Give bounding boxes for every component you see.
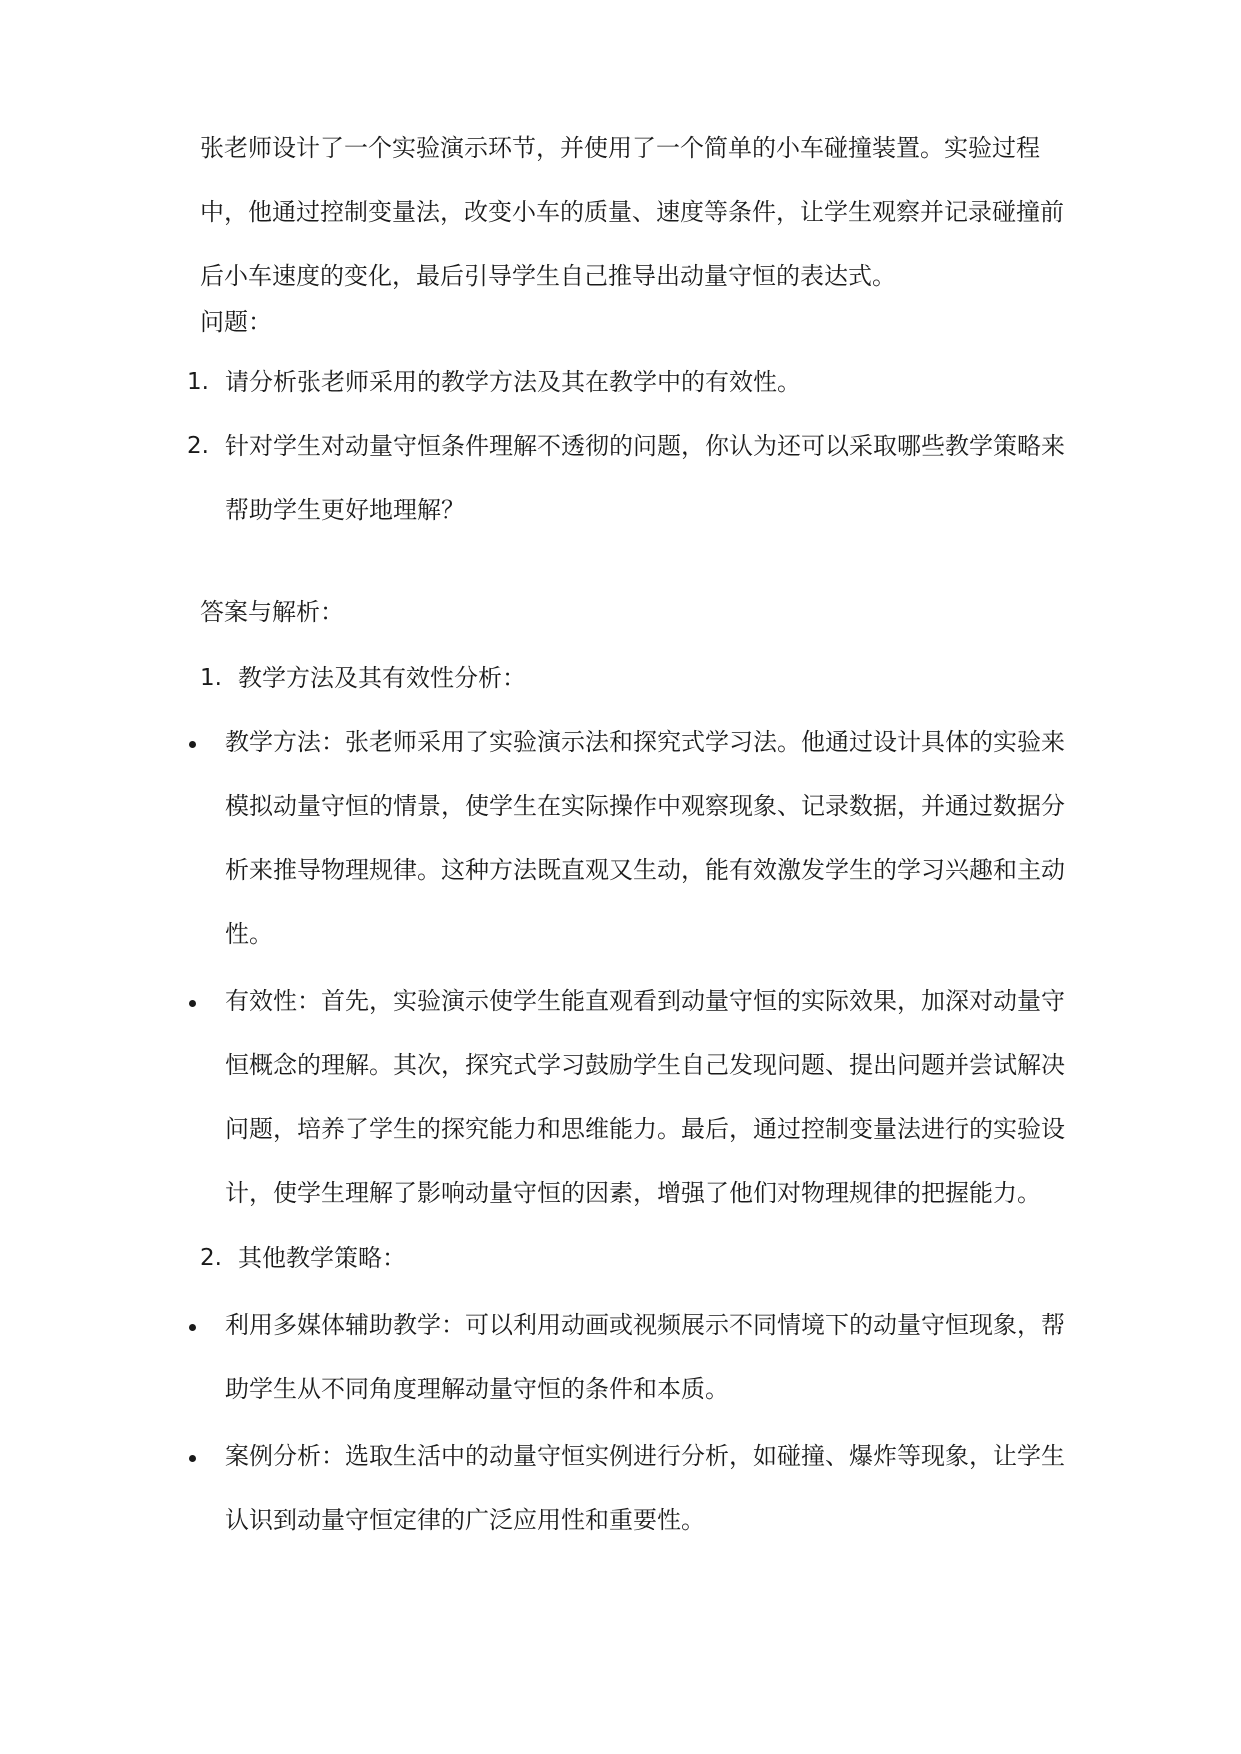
section-2-bullet-2: 案例分析：选取生活中的动量守恒实例进行分析，如碰撞、爆炸等现象，让学生认识到动量守恒定律的广泛应用性和重要性。	[225, 1442, 1065, 1534]
question-1-number: 1.	[187, 369, 209, 395]
section-2-bullet-1: 利用多媒体辅助教学：可以利用动画或视频展示不同情境下的动量守恒现象，帮助学生从不同角度理解动量守恒的条件和本质。	[225, 1311, 1065, 1403]
question-2-number: 2.	[187, 433, 209, 459]
intro-paragraph: 张老师设计了一个实验演示环节，并使用了一个简单的小车碰撞装置。实验过程中，他通过控制变量法，改变小车的质量、速度等条件，让学生观察并记录碰撞前后小车速度的变化，最后引导学生自己推导出动量守恒的表达式。	[200, 134, 1064, 290]
bullet-dot	[189, 1324, 196, 1331]
section-1-number: 1.	[200, 665, 222, 691]
bullet-dot	[189, 1000, 196, 1007]
questions-heading: 问题：	[200, 308, 272, 336]
question-1-text: 请分析张老师采用的教学方法及其在教学中的有效性。	[225, 368, 801, 396]
bullet-dot	[189, 741, 196, 748]
section-1-title: 教学方法及其有效性分析：	[238, 664, 526, 692]
section-2-number: 2.	[200, 1245, 222, 1271]
section-2-title: 其他教学策略：	[238, 1244, 406, 1272]
bullet-dot	[189, 1455, 196, 1462]
question-2-text: 针对学生对动量守恒条件理解不透彻的问题，你认为还可以采取哪些教学策略来帮助学生更好地理解？	[225, 432, 1065, 524]
answers-heading: 答案与解析：	[200, 598, 344, 626]
section-1-bullet-2: 有效性：首先，实验演示使学生能直观看到动量守恒的实际效果，加深对动量守恒概念的理解。其次，探究式学习鼓励学生自己发现问题、提出问题并尝试解决问题，培养了学生的探究能力和思维能力。最后，通过控制变量法进行的实验设计，使学生理解了影响动量守恒的因素，增强了他们对物理规律的把握能力。	[225, 987, 1065, 1207]
section-1-bullet-1: 教学方法：张老师采用了实验演示法和探究式学习法。他通过设计具体的实验来模拟动量守恒的情景，使学生在实际操作中观察现象、记录数据，并通过数据分析来推导物理规律。这种方法既直观又生动，能有效激发学生的学习兴趣和主动性。	[225, 728, 1065, 948]
